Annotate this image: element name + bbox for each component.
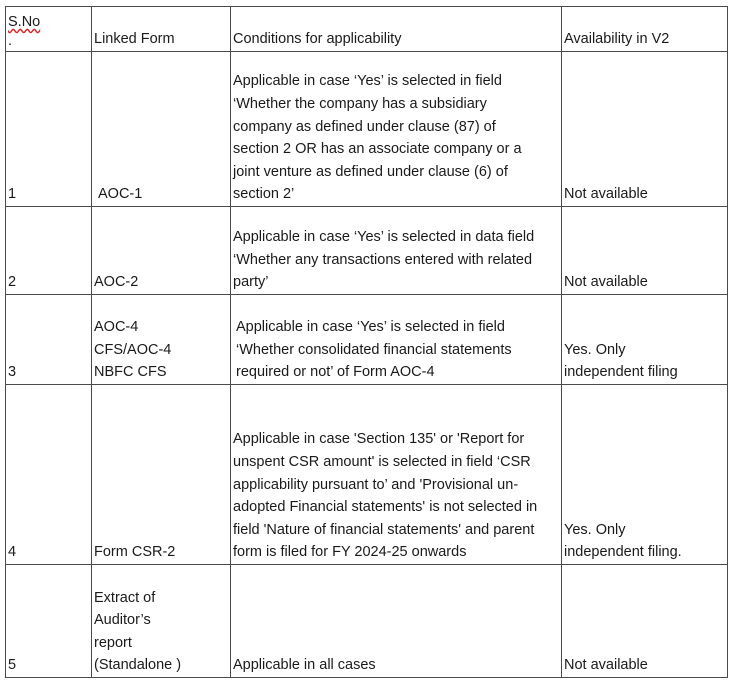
table-row <box>6 295 728 385</box>
table-row <box>6 385 728 565</box>
header-row <box>6 7 728 52</box>
row-sno: 5 <box>6 565 92 678</box>
row-sno: 4 <box>6 385 92 565</box>
row-availability: Yes. Only independent filing <box>562 295 728 385</box>
header-availability <box>562 7 728 52</box>
header-sno-suffix: . <box>8 33 13 49</box>
row-linked-form: AOC-2 <box>92 207 231 295</box>
row-sno: 1 <box>6 52 92 207</box>
header-sno <box>6 7 92 52</box>
row-availability: Not available <box>562 52 728 207</box>
header-availability-text: Availability in V2 <box>564 31 670 48</box>
row-availability: Not available <box>562 565 728 678</box>
row-condition: Applicable in all cases <box>231 565 562 678</box>
row-sno: 3 <box>6 295 92 385</box>
row-condition: Applicable in case ‘Yes’ is selected in data field ‘Whether any transactions entered with related party’ <box>231 207 562 295</box>
row-condition: Applicable in case ‘Yes’ is selected in field ‘Whether consolidated financial statements required or not’ of Form AOC-4 <box>231 295 562 385</box>
row-linked-form: AOC-4 CFS/AOC-4 NBFC CFS <box>92 295 231 385</box>
row-linked-form: Form CSR-2 <box>92 385 231 565</box>
table-row <box>6 52 728 207</box>
table-row <box>6 207 728 295</box>
header-linked-form: Linked Form <box>92 7 231 52</box>
linked-forms-table <box>5 6 728 678</box>
row-linked-form: Extract of Auditor’s report (Standalone ) <box>92 565 231 678</box>
header-sno-text: S.No <box>8 14 41 30</box>
row-availability: Not available <box>562 207 728 295</box>
table-row <box>6 565 728 678</box>
row-sno: 2 <box>6 207 92 295</box>
row-condition: Applicable in case 'Section 135' or 'Report for unspent CSR amount' is selected in field ‘CSR applicability pursuant to’ and 'Provisional un-adopted Financial statements' is not selected in field 'Nature of financial statements' and parent form is filed for FY 2024-25 onwards <box>231 385 562 565</box>
header-conditions: Conditions for applicability <box>231 7 562 52</box>
row-linked-form: AOC-1 <box>92 52 231 207</box>
row-availability: Yes. Only independent filing. <box>562 385 728 565</box>
row-condition: Applicable in case ‘Yes’ is selected in field ‘Whether the company has a subsidiary company as defined under clause (87) of section 2 OR has an associate company or a joint venture as defined under clause (6) of section 2’ <box>231 52 562 207</box>
